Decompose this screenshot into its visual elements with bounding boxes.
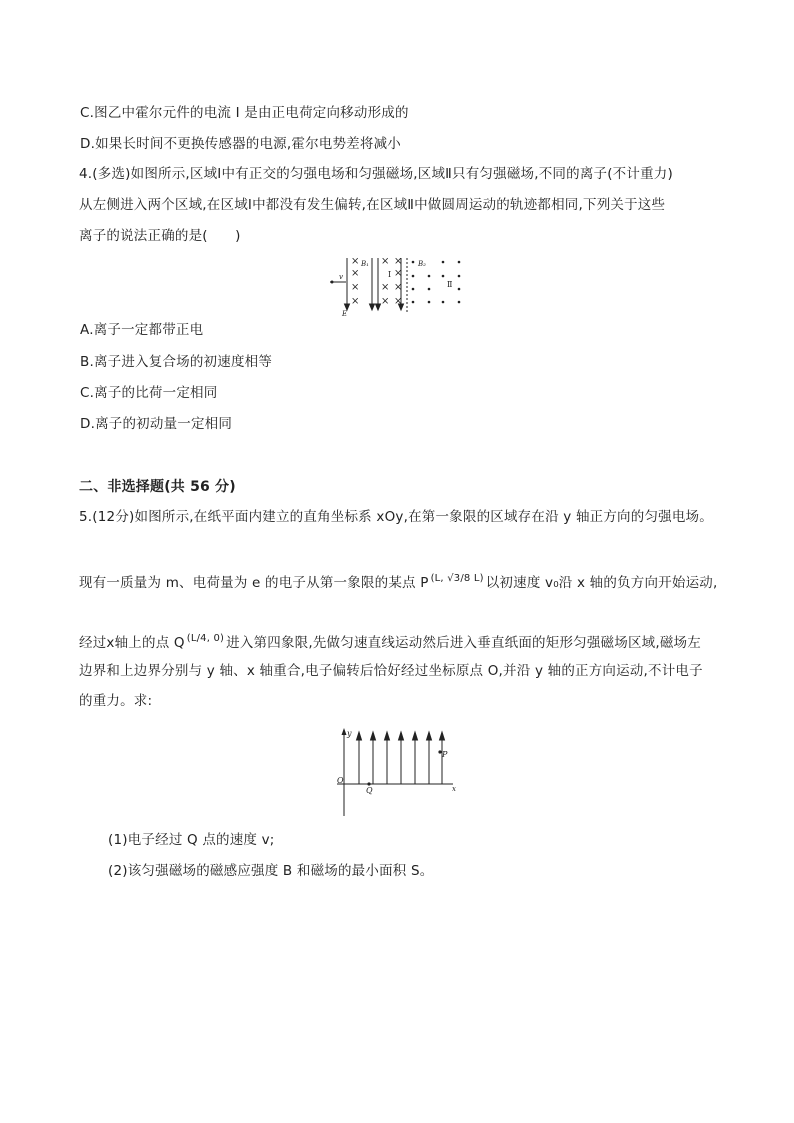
svg-text:×: × [351,268,360,279]
svg-text:×: × [381,282,390,293]
label-E: E [342,310,348,318]
svg-text:×: × [351,256,360,267]
q5-stem-line2 [79,570,717,592]
label-v: v [339,273,343,281]
q5-coordinate-figure [335,726,465,818]
q3-option-c: C.图乙中霍尔元件的电流 I 是由正电荷定向移动形成的 [80,105,409,121]
label-P: P [442,750,448,759]
q4-option-d: D.离子的初动量一定相同 [80,416,233,432]
q5-line2-pre: 现有一质量为 m、电荷量为 e 的电子从第一象限的某点 P [79,575,429,591]
q5-line3-pre: 经过x轴上的点 Q [79,635,185,651]
label-B2: B₂ [418,260,426,268]
coord-p: (L, √3/8 L) [430,573,484,584]
label-Q: Q [366,786,373,795]
q5-subquestion-2: (2)该匀强磁场的磁感应强度 B 和磁场的最小面积 S。 [108,863,434,879]
label-B1: B₁ [361,260,369,268]
svg-text:×: × [394,296,403,307]
q5-stem-line4: 边界和上边界分别与 y 轴、x 轴重合,电子偏转后恰好经过坐标原点 O,并沿 y 轴的正方向运动,不计电子 [79,663,703,679]
label-x: x [452,785,456,793]
q5-subquestion-1: (1)电子经过 Q 点的速度 v; [108,832,275,848]
q4-stem-line1: 4.(多选)如图所示,区域Ⅰ中有正交的匀强电场和匀强磁场,区域Ⅱ只有匀强磁场,不同的离子(不计重力) [79,166,673,182]
svg-text:×: × [381,256,390,267]
q4-stem-line3: 离子的说法正确的是( ) [79,228,241,244]
label-I: Ⅰ [388,270,392,279]
q5-stem-line5: 的重力。求: [79,693,153,709]
svg-text:×: × [394,256,403,267]
svg-text:×: × [394,282,403,293]
section-heading-nonchoice: 二、非选择题(共 56 分) [79,479,236,495]
svg-text:×: × [394,268,403,279]
label-II: Ⅱ [447,280,453,289]
svg-text:×: × [351,282,360,293]
q5-stem-line3 [79,630,701,652]
label-y: y [347,729,352,738]
q4-option-c: C.离子的比荷一定相同 [80,385,218,401]
q4-option-b: B.离子进入复合场的初速度相等 [80,354,273,370]
q4-option-a: A.离子一定都带正电 [80,322,204,338]
q4-stem-line2: 从左侧进入两个区域,在区域Ⅰ中都没有发生偏转,在区域Ⅱ中做圆周运动的轨迹都相同,下列关于这些 [79,197,666,213]
q4-field-figure [325,252,475,318]
q5-line2-post: 以初速度 v₀沿 x 轴的负方向开始运动, [485,575,718,591]
q3-option-d: D.如果长时间不更换传感器的电源,霍尔电势差将减小 [80,136,401,152]
q5-line3-post: 进入第四象限,先做匀速直线运动然后进入垂直纸面的矩形匀强磁场区域,磁场左 [226,635,701,651]
coord-q: (L/4, 0) [186,633,225,644]
svg-text:×: × [351,296,360,307]
label-O: O [337,776,344,785]
q5-stem-line1: 5.(12分)如图所示,在纸平面内建立的直角坐标系 xOy,在第一象限的区域存在沿 y 轴正方向的匀强电场。 [79,509,713,525]
svg-text:×: × [381,296,390,307]
